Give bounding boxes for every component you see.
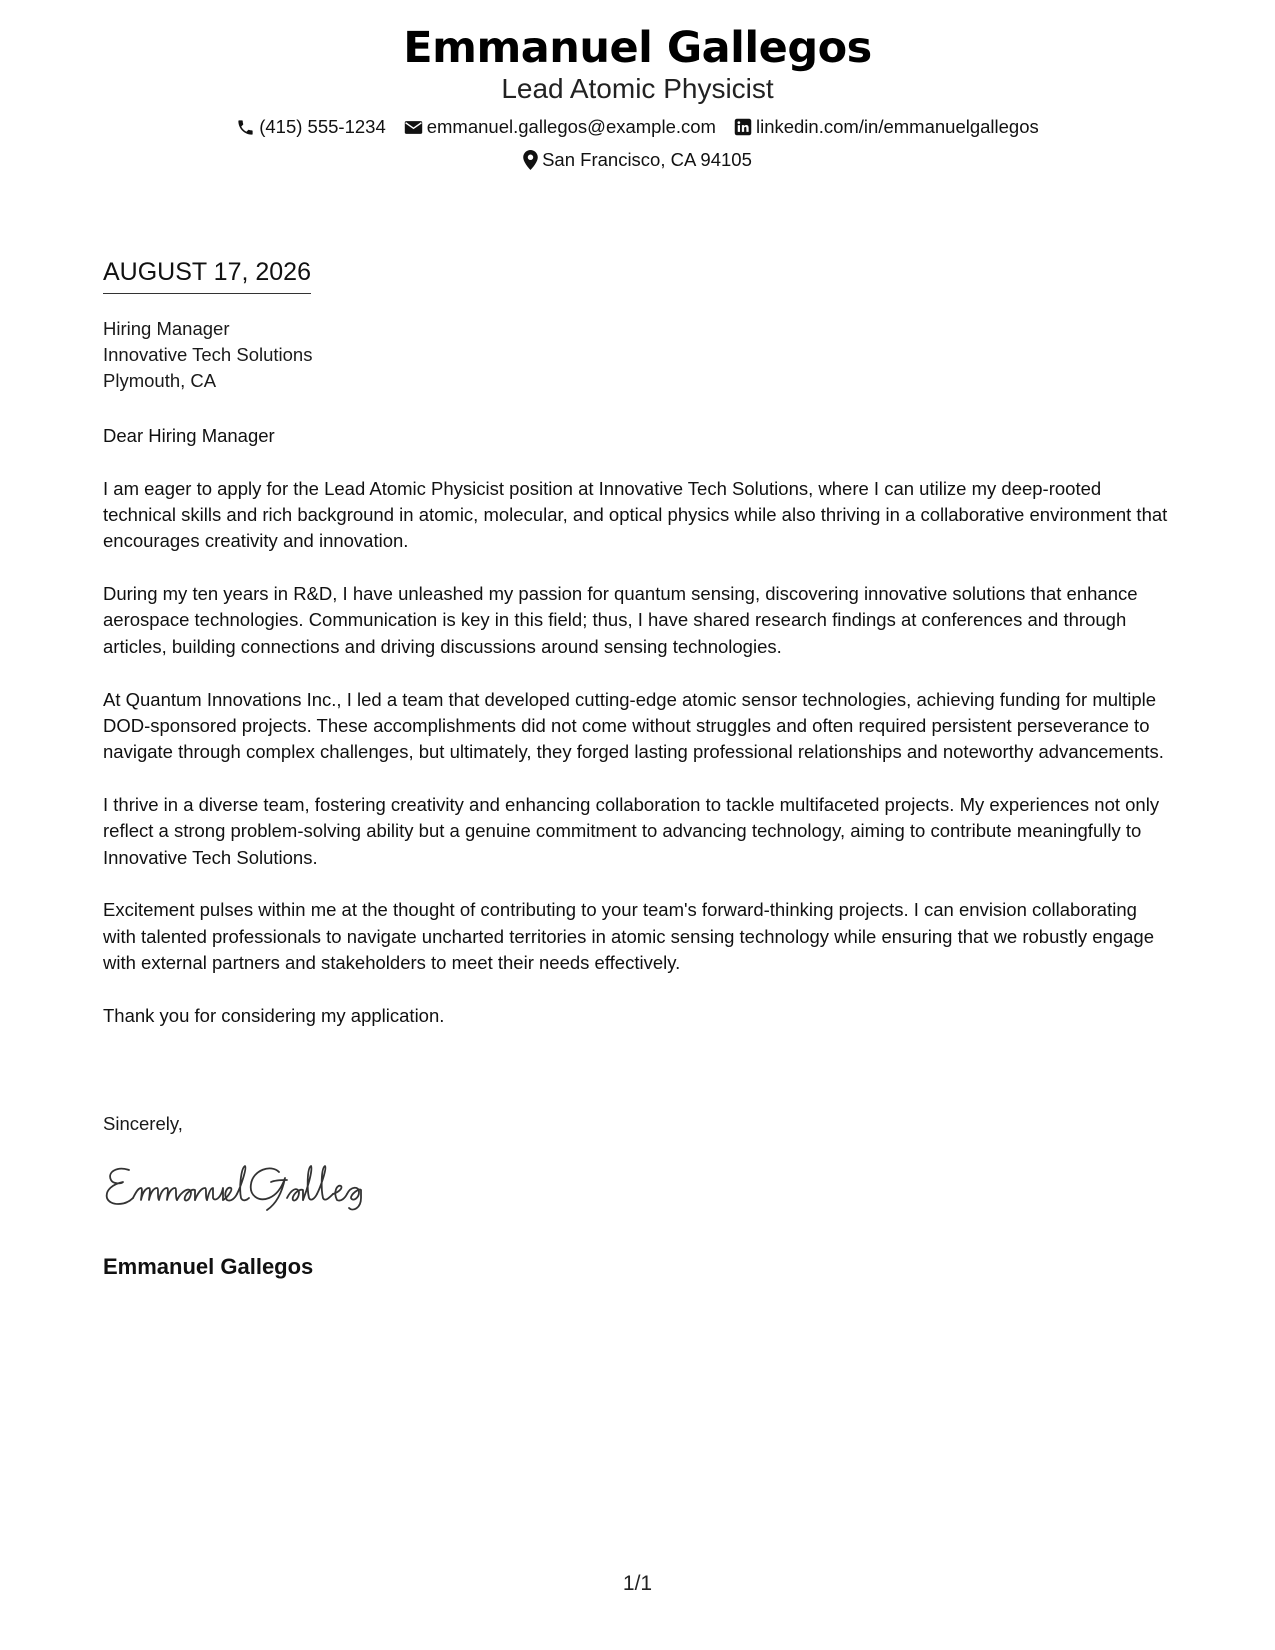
- contact-row-location: [0, 148, 1275, 172]
- letter-header: [0, 22, 1275, 172]
- letter-paragraph: Excitement pulses within me at the thought of contributing to your team's forward-thinking projects. I can envision collaborating with talented professionals to navigate uncharted territories in atomic sensing technology while ensuring that we robustly engage with external partners and stakeholders to meet their needs effectively.: [103, 899, 1155, 973]
- contact-location: [523, 148, 752, 172]
- map-pin-icon: [523, 150, 538, 170]
- email-text[interactable]: emmanuel.gallegos@example.com: [426, 116, 716, 137]
- applicant-name: Emmanuel Gallegos: [403, 23, 872, 73]
- recipient-block: [103, 316, 1173, 394]
- linkedin-icon: [734, 118, 752, 136]
- contact-row: [0, 115, 1275, 139]
- envelope-icon: [404, 119, 423, 136]
- recipient-line: Plymouth, CA: [103, 370, 217, 391]
- linkedin-text[interactable]: linkedin.com/in/emmanuelgallegos: [755, 116, 1039, 137]
- letter-date: AUGUST 17, 2026: [103, 256, 311, 294]
- handwritten-signature: [103, 1158, 363, 1212]
- closing: Sincerely,: [103, 1113, 183, 1134]
- letter-paragraph: I am eager to apply for the Lead Atomic Physicist position at Innovative Tech Solutions, where I can utilize my deep-rooted technical skills and rich background in atomic, molecular, and optical physics while also thriving in a collaborative environment that encourages creativity and innovation.: [103, 477, 1168, 552]
- page-number: 1/1: [622, 1572, 653, 1595]
- recipient-line: Hiring Manager: [103, 318, 230, 339]
- letter-body: [103, 423, 1173, 1056]
- location-text: San Francisco, CA 94105: [542, 149, 752, 170]
- salutation: Dear Hiring Manager: [103, 425, 275, 446]
- contact-email[interactable]: [404, 115, 716, 139]
- letter-paragraph: At Quantum Innovations Inc., I led a team that developed cutting-edge atomic sensor technologies, achieving funding for multiple DOD-sponsored projects. These accomplishments did not come without struggles and often required persistent perseverance to navigate through complex challenges, but ultimately, they forged lasting professional relationships and noteworthy advancements.: [103, 688, 1164, 763]
- letter-paragraph: Thank you for considering my application.: [103, 1004, 445, 1026]
- letter-paragraph: During my ten years in R&D, I have unleashed my passion for quantum sensing, discovering innovative solutions that enhance aerospace technologies. Communication is key in this field; thus, I have shared research findings at conferences and through articles, building connections and driving discussions around sensing technologies.: [103, 583, 1138, 657]
- phone-text: (415) 555-1234: [259, 116, 386, 137]
- phone-icon: [236, 118, 255, 137]
- contact-phone: [236, 115, 386, 139]
- letter-paragraph: I thrive in a diverse team, fostering creativity and enhancing collaboration to tackle multifaceted projects. My experiences not only reflect a strong problem-solving ability but a genuine commitment to advancing technology, aiming to contribute meaningfully to Innovative Tech Solutions.: [103, 793, 1160, 868]
- letter-date-block: [103, 256, 1173, 294]
- recipient-line: Innovative Tech Solutions: [103, 344, 313, 365]
- signer-name: Emmanuel Gallegos: [103, 1254, 314, 1279]
- applicant-title: Lead Atomic Physicist: [501, 73, 774, 104]
- contact-linkedin[interactable]: [734, 115, 1039, 139]
